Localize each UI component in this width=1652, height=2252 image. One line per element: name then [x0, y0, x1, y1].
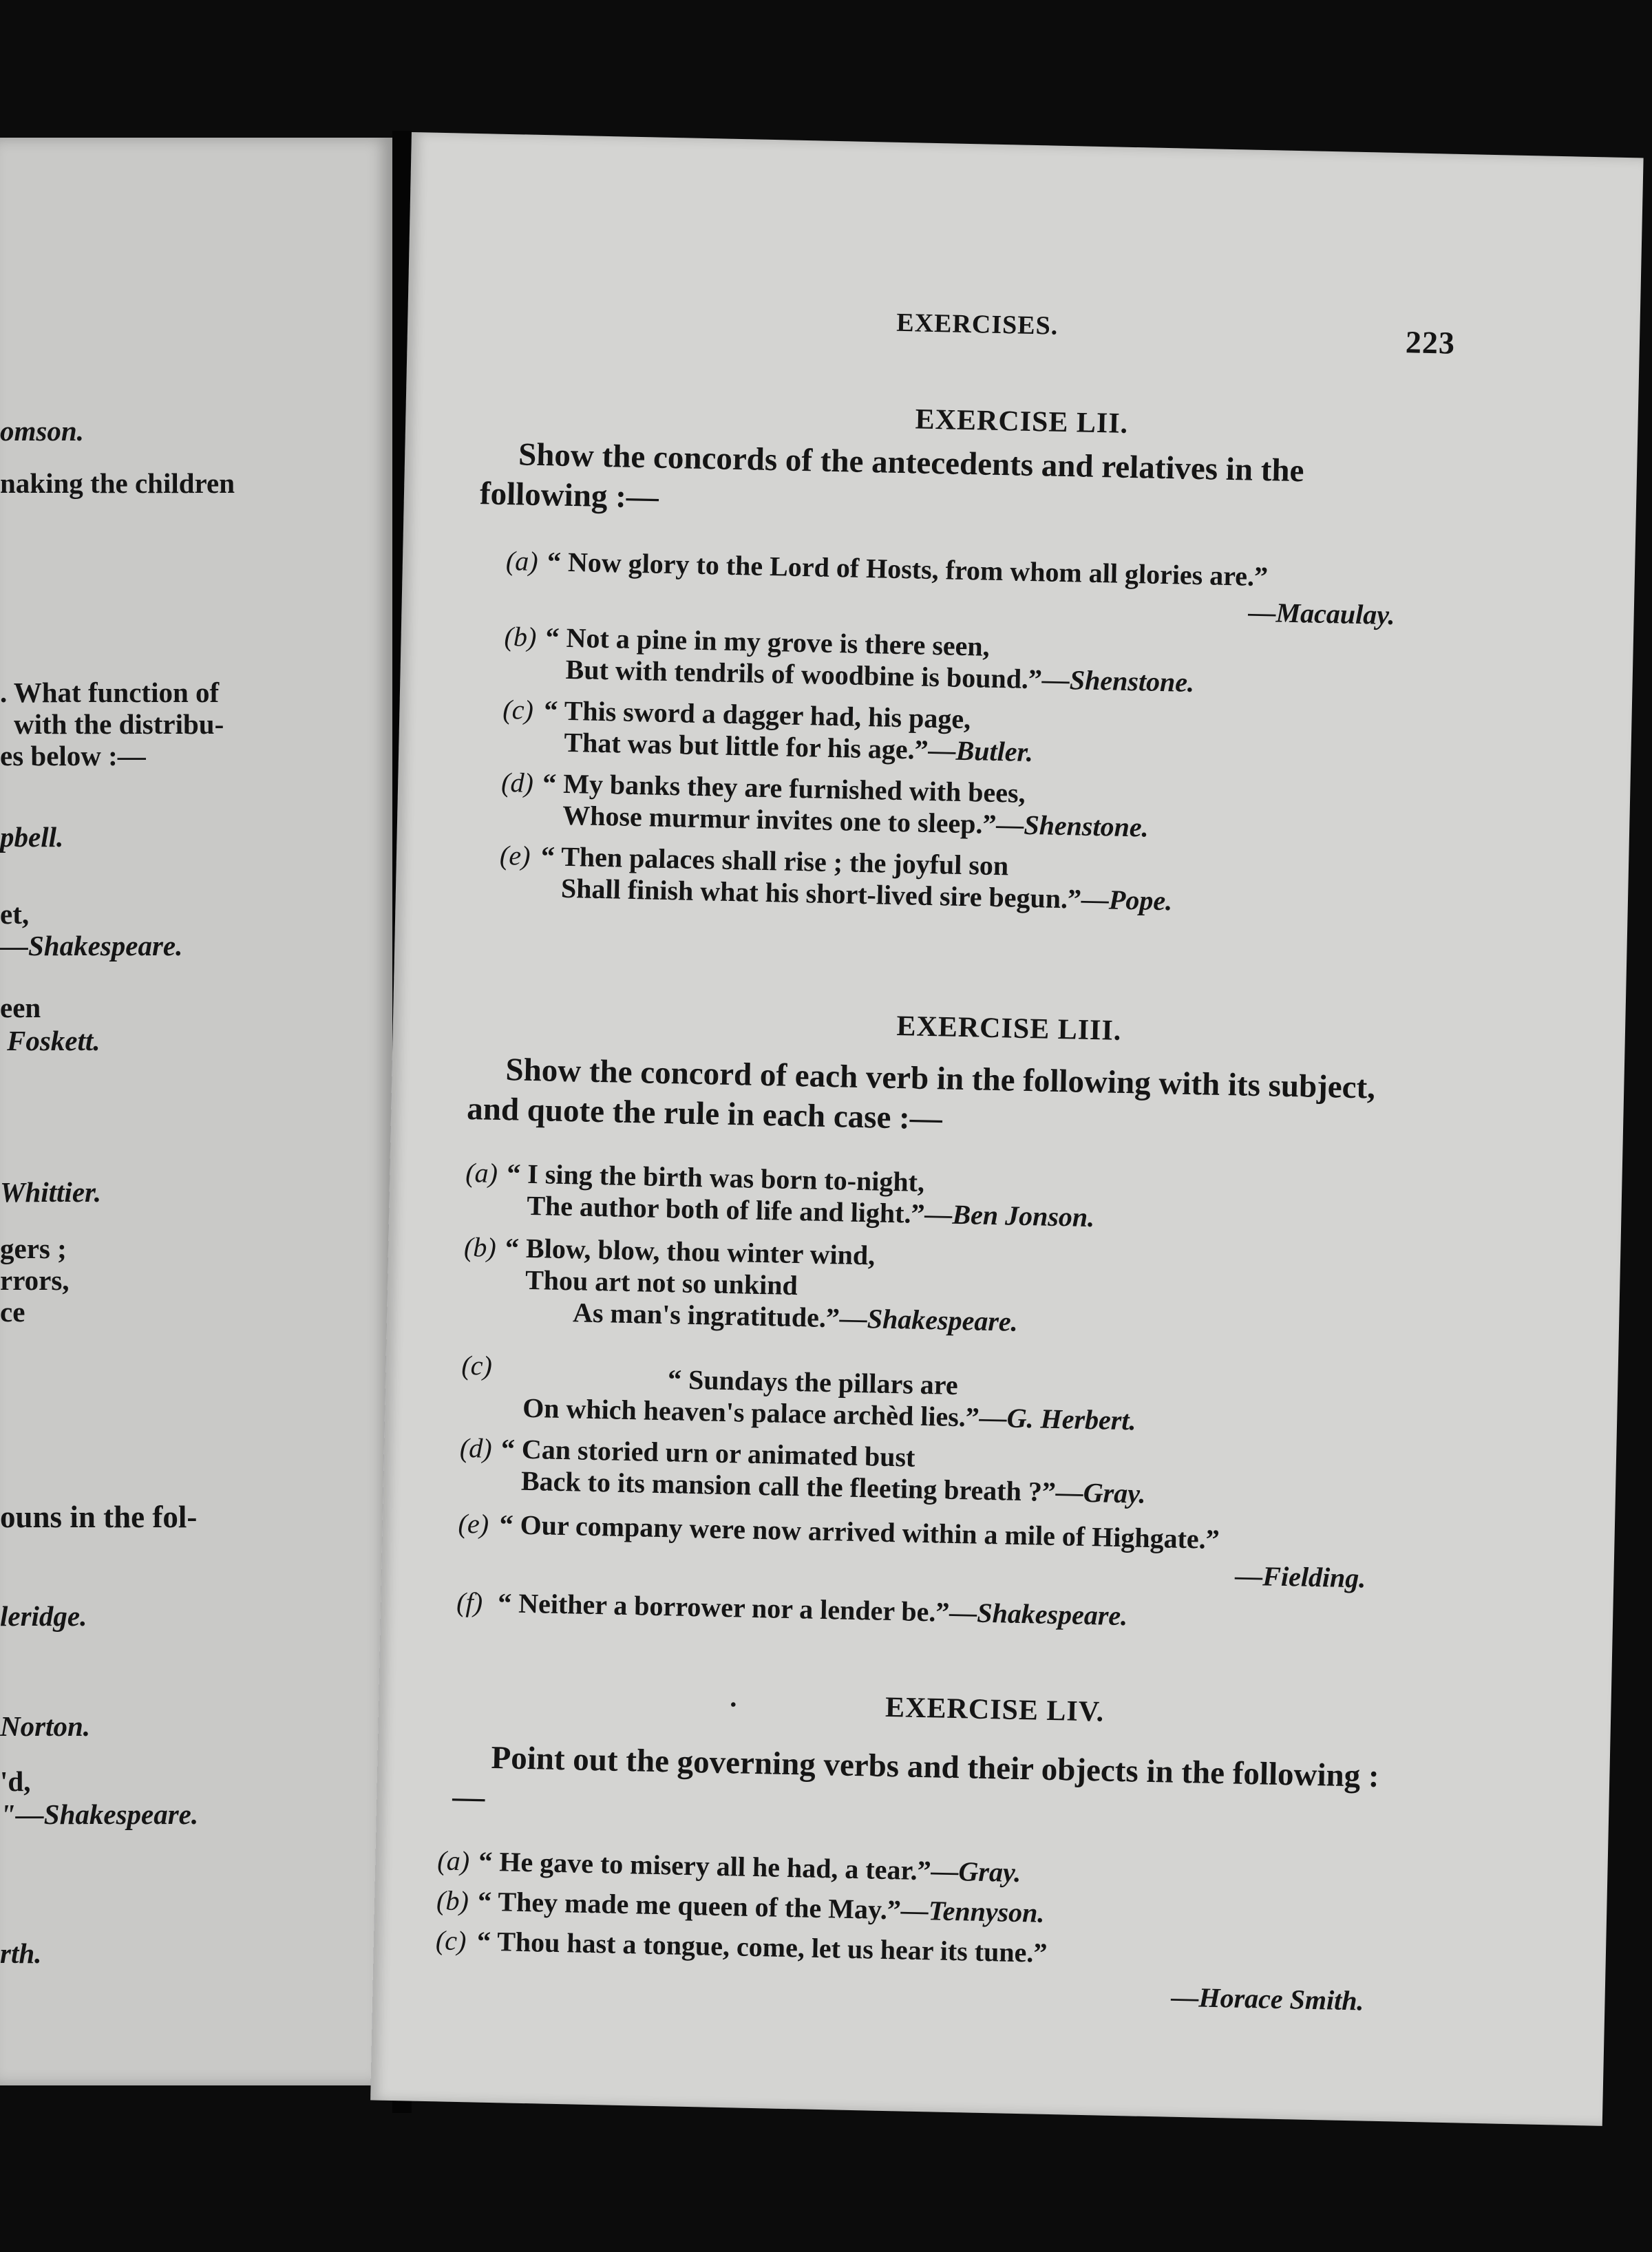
item-source: —Tennyson. — [900, 1894, 1045, 1929]
item-source: —Shakespeare. — [839, 1302, 1019, 1337]
item-label: (a) — [436, 1845, 470, 1877]
item-line: Shall finish what his short-lived sire begun.”—Pope. — [560, 872, 1173, 917]
item-label: (f) — [456, 1586, 483, 1618]
item-source: —Horace Smith. — [1171, 1981, 1364, 2017]
item-line: “ Not a pine in my grove is there seen, — [545, 622, 991, 662]
left-fragment: ouns in the fol- — [0, 1500, 198, 1534]
left-fragment: rrors, — [0, 1264, 70, 1296]
item-source: —Gray. — [931, 1855, 1021, 1889]
item-label: (a) — [465, 1156, 498, 1189]
item-label: (d) — [459, 1432, 493, 1464]
left-page — [0, 138, 392, 2085]
exercise-title: EXERCISE LII. — [915, 403, 1129, 440]
item-line: Whose murmur invites one to sleep.”—Shenstone. — [562, 799, 1150, 843]
item-label: (e) — [458, 1507, 489, 1540]
item-label: (c) — [502, 693, 534, 725]
page-number: 223 — [1405, 324, 1456, 361]
item-label: (e) — [499, 839, 531, 871]
item-line: “ He gave to misery all he had, a tear.”—Gray. — [478, 1845, 1021, 1889]
exercise-title: EXERCISE LIII. — [896, 1010, 1122, 1047]
item-line: “ Thou hast a tongue, come, let us hear its tune.” — [476, 1925, 1048, 1968]
item-line: “ Blow, blow, thou winter wind, — [505, 1232, 876, 1271]
exercise-item — [460, 1348, 1426, 1443]
left-fragment: pbell. — [0, 821, 64, 853]
item-source: —Shenstone. — [996, 809, 1150, 843]
item-line: “ Now glory to the Lord of Hosts, from whom all glories are.” — [547, 546, 1269, 593]
exercise-title: EXERCISE LIV. — [885, 1691, 1105, 1728]
exercise-intro: Show the concords of the antecedents and relatives in the following :— — [479, 436, 1304, 516]
left-fragment: —Shakespeare. — [0, 930, 183, 962]
item-line: Thou art not so unkind — [525, 1264, 798, 1302]
item-source: —Butler. — [928, 734, 1034, 768]
item-label: (a) — [505, 545, 539, 577]
left-fragment: Foskett. — [7, 1025, 100, 1056]
stray-mark: . — [730, 1681, 737, 1713]
left-fragment: et, — [0, 898, 30, 930]
item-line: “ I sing the birth was born to-night, — [506, 1158, 925, 1198]
left-fragment: rth. — [0, 1937, 42, 1969]
left-fragment: es below :— — [0, 740, 146, 772]
left-fragment: ce — [0, 1296, 25, 1328]
item-label: (b) — [463, 1231, 497, 1263]
left-fragment: Norton. — [0, 1710, 91, 1742]
item-label: (b) — [436, 1884, 469, 1917]
item-source: —G. Herbert. — [979, 1401, 1136, 1436]
item-line: “ Neither a borrower nor a lender be.”—Shakespeare. — [497, 1587, 1128, 1632]
exercise-item — [462, 1229, 1428, 1357]
item-label: (d) — [500, 766, 534, 798]
left-fragment: with the distribu- — [14, 708, 224, 740]
item-line: “ My banks they are furnished with bees, — [542, 767, 1026, 809]
item-line: “ They made me queen of the May.”—Tennyson. — [477, 1885, 1045, 1929]
item-source: —Shenstone. — [1041, 663, 1195, 698]
item-line: Back to its mansion call the fleeting breath ?”—Gray. — [520, 1465, 1147, 1509]
item-line: On which heaven's palace archèd lies.”—G. Herbert. — [522, 1392, 1136, 1436]
left-fragment: . What function of — [0, 677, 220, 708]
item-label: (c) — [461, 1349, 493, 1381]
left-fragment: leridge. — [0, 1600, 87, 1632]
item-line: As man's ingratitude.”—Shakespeare. — [572, 1297, 1019, 1337]
right-page — [370, 132, 1644, 2126]
item-source: —Ben Jonson. — [924, 1198, 1095, 1233]
item-line: “ Our company were now arrived within a mile of Highgate.” — [499, 1509, 1220, 1555]
exercise-intro: Point out the governing verbs and their objects in the following :— — [452, 1739, 1380, 1816]
left-fragment: "—Shakespeare. — [0, 1798, 199, 1830]
item-source: —Macaulay. — [1248, 596, 1396, 631]
item-line: “ Then palaces shall rise ; the joyful son — [540, 840, 1009, 882]
item-source: —Pope. — [1081, 883, 1173, 917]
item-label: (c) — [435, 1924, 467, 1957]
item-source: —Shakespeare. — [949, 1596, 1128, 1632]
left-fragment: een — [0, 992, 41, 1023]
left-fragment: 'd, — [0, 1765, 31, 1797]
item-line: That was but little for his age.”—Butler. — [564, 726, 1034, 768]
item-line: “ This sword a dagger had, his page, — [543, 694, 971, 735]
item-source: —Gray. — [1055, 1476, 1147, 1509]
item-line: “ Can storied urn or animated bust — [500, 1433, 915, 1473]
left-fragment: omson. — [0, 415, 84, 447]
item-source: —Fielding. — [1234, 1560, 1366, 1594]
exercise-intro: Show the concord of each verb in the following with its subject, and quote the rule in each case :— — [466, 1052, 1376, 1137]
item-line: But with tendrils of woodbine is bound.”—Shenstone. — [565, 653, 1195, 698]
left-fragment: naking the children — [0, 467, 235, 499]
left-fragment: Whittier. — [0, 1176, 101, 1208]
item-line: “ Sundays the pillars are — [667, 1363, 959, 1401]
item-label: (b) — [504, 620, 537, 652]
left-fragment: gers ; — [0, 1233, 67, 1264]
running-head: EXERCISES. — [896, 308, 1059, 341]
item-line: The author both of life and light.”—Ben Jonson. — [526, 1189, 1095, 1233]
